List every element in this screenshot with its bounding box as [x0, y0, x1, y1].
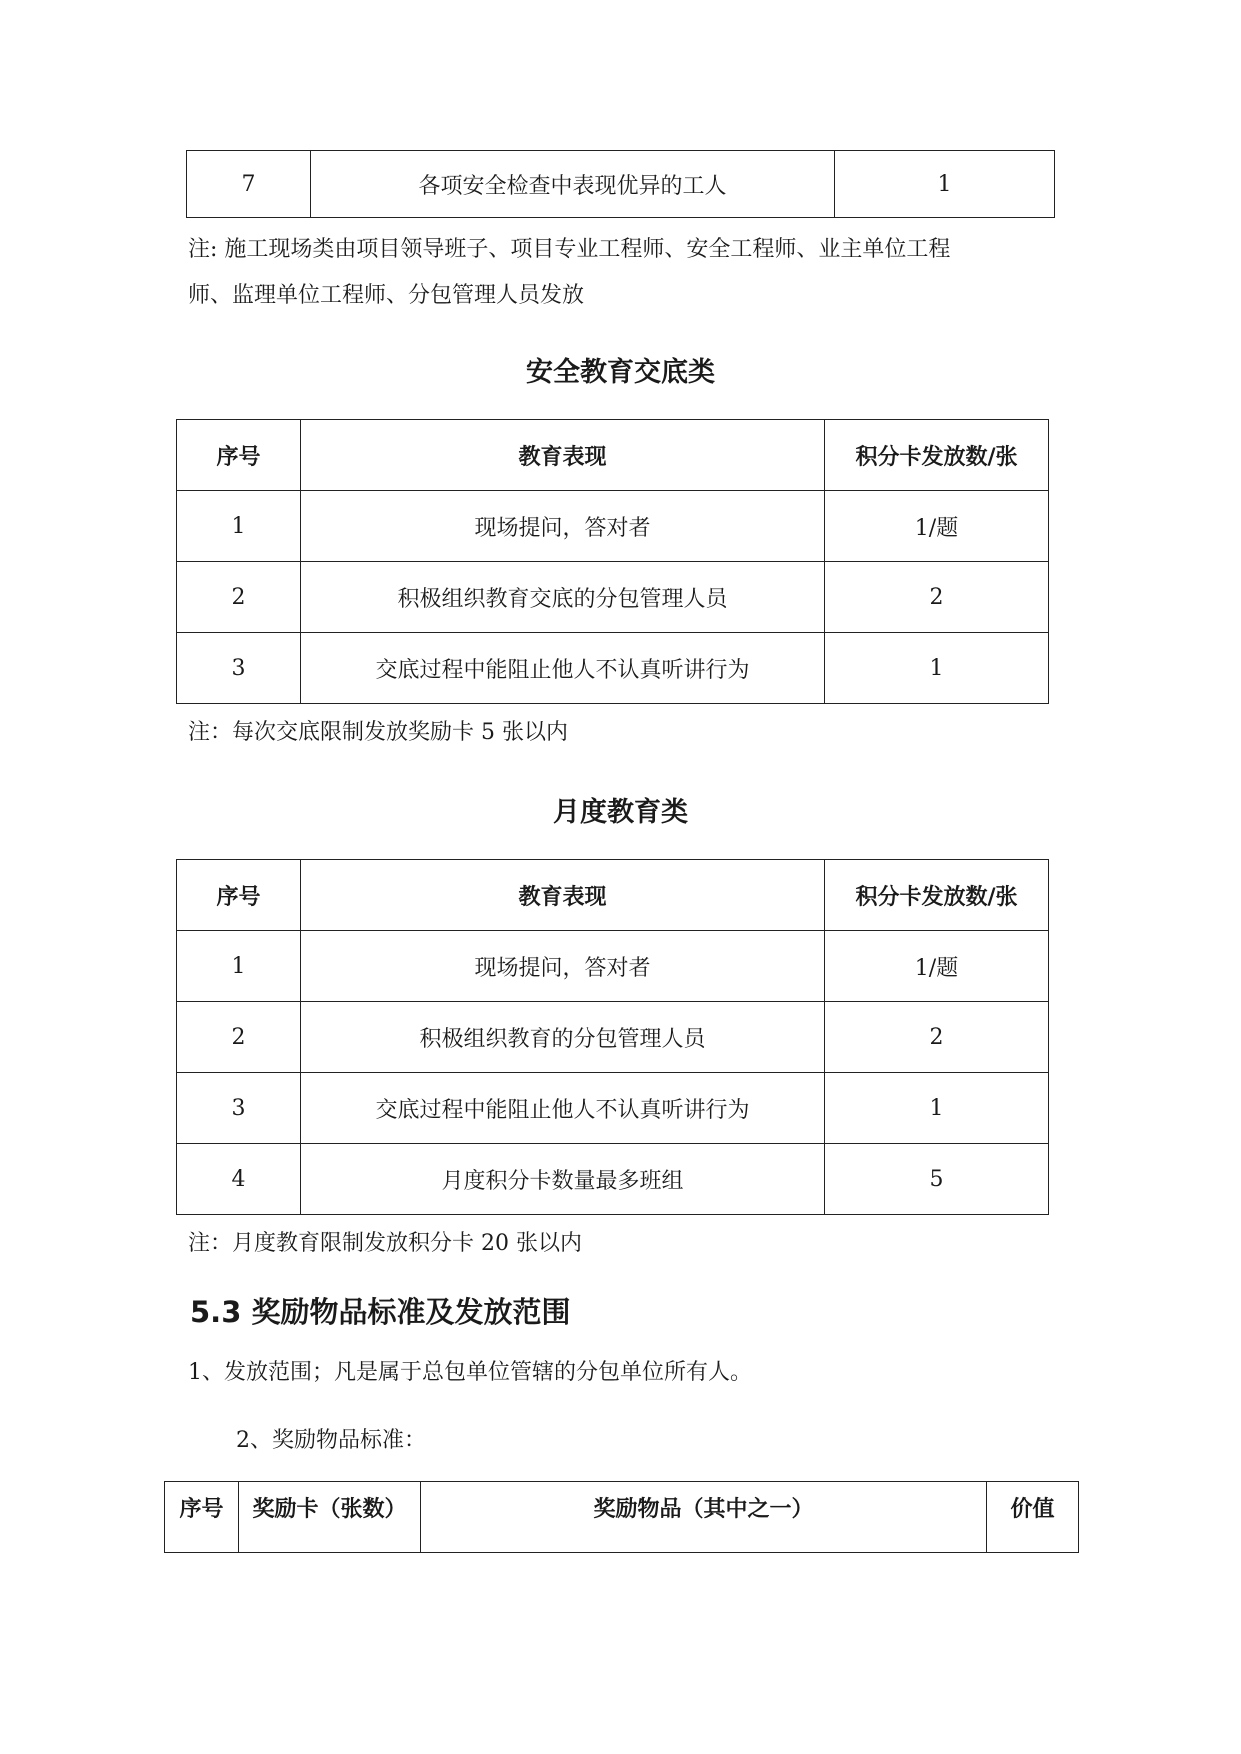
header-number: 序号 [165, 1482, 239, 1553]
section2-note: 注：月度教育限制发放积分卡 20 张以内 [188, 1231, 582, 1256]
row-card-count: 1/题 [825, 931, 1049, 1002]
table-row [177, 1073, 1049, 1144]
table-row [177, 633, 1049, 704]
table-header-row [177, 420, 1049, 491]
row-card-count: 2 [825, 562, 1049, 633]
note-line-1: 注: 施工现场类由项目领导班子、项目专业工程师、安全工程师、业主单位工程 [188, 237, 951, 262]
header-value: 价值 [987, 1482, 1079, 1553]
row-description: 交底过程中能阻止他人不认真听讲行为 [301, 1073, 825, 1144]
header-card-count: 积分卡发放数/张 [825, 420, 1049, 491]
section1-note: 注：每次交底限制发放奖励卡 5 张以内 [188, 720, 568, 745]
row-description: 交底过程中能阻止他人不认真听讲行为 [301, 633, 825, 704]
row-number: 4 [177, 1144, 301, 1215]
row-number: 3 [177, 633, 301, 704]
row-number: 7 [187, 151, 311, 218]
row-card-count: 1 [825, 1073, 1049, 1144]
section-title-safety-education: 安全教育交底类 [526, 357, 715, 388]
row-description: 积极组织教育的分包管理人员 [301, 1002, 825, 1073]
header-performance: 教育表现 [301, 860, 825, 931]
row-card-count: 1/题 [825, 491, 1049, 562]
paragraph-reward-standard: 2、奖励物品标准： [236, 1428, 426, 1453]
row-number: 3 [177, 1073, 301, 1144]
row-description: 月度积分卡数量最多班组 [301, 1144, 825, 1215]
table-row [177, 1144, 1049, 1215]
table-row [177, 1002, 1049, 1073]
header-performance: 教育表现 [301, 420, 825, 491]
note-line-2: 师、监理单位工程师、分包管理人员发放 [188, 283, 585, 308]
row-card-count: 5 [825, 1144, 1049, 1215]
row-card-count: 1 [825, 633, 1049, 704]
table-header-row [177, 860, 1049, 931]
row-description: 现场提问，答对者 [301, 491, 825, 562]
table-row [187, 151, 1055, 218]
section-title-monthly-education: 月度教育类 [553, 797, 688, 828]
header-reward-item: 奖励物品（其中之一） [421, 1482, 987, 1553]
table-header-row [165, 1482, 1079, 1553]
table-row [177, 491, 1049, 562]
table-row [177, 562, 1049, 633]
row-card-count: 2 [825, 1002, 1049, 1073]
row-description: 现场提问，答对者 [301, 931, 825, 1002]
row-number: 1 [177, 491, 301, 562]
header-reward-card-count: 奖励卡（张数） [239, 1482, 421, 1553]
safety-education-table [176, 419, 1049, 704]
row-description: 各项安全检查中表现优异的工人 [311, 151, 835, 218]
header-number: 序号 [177, 860, 301, 931]
monthly-education-table [176, 859, 1049, 1215]
header-number: 序号 [177, 420, 301, 491]
header-card-count: 积分卡发放数/张 [825, 860, 1049, 931]
reward-items-table [164, 1481, 1079, 1553]
row-number: 2 [177, 1002, 301, 1073]
row-card-count: 1 [835, 151, 1055, 218]
row-number: 2 [177, 562, 301, 633]
table-row [177, 931, 1049, 1002]
row-number: 1 [177, 931, 301, 1002]
section-heading-5-3: 5.3 奖励物品标准及发放范围 [190, 1295, 571, 1329]
paragraph-scope: 1、发放范围；凡是属于总包单位管辖的分包单位所有人。 [188, 1360, 752, 1385]
row-description: 积极组织教育交底的分包管理人员 [301, 562, 825, 633]
top-table [186, 150, 1055, 218]
